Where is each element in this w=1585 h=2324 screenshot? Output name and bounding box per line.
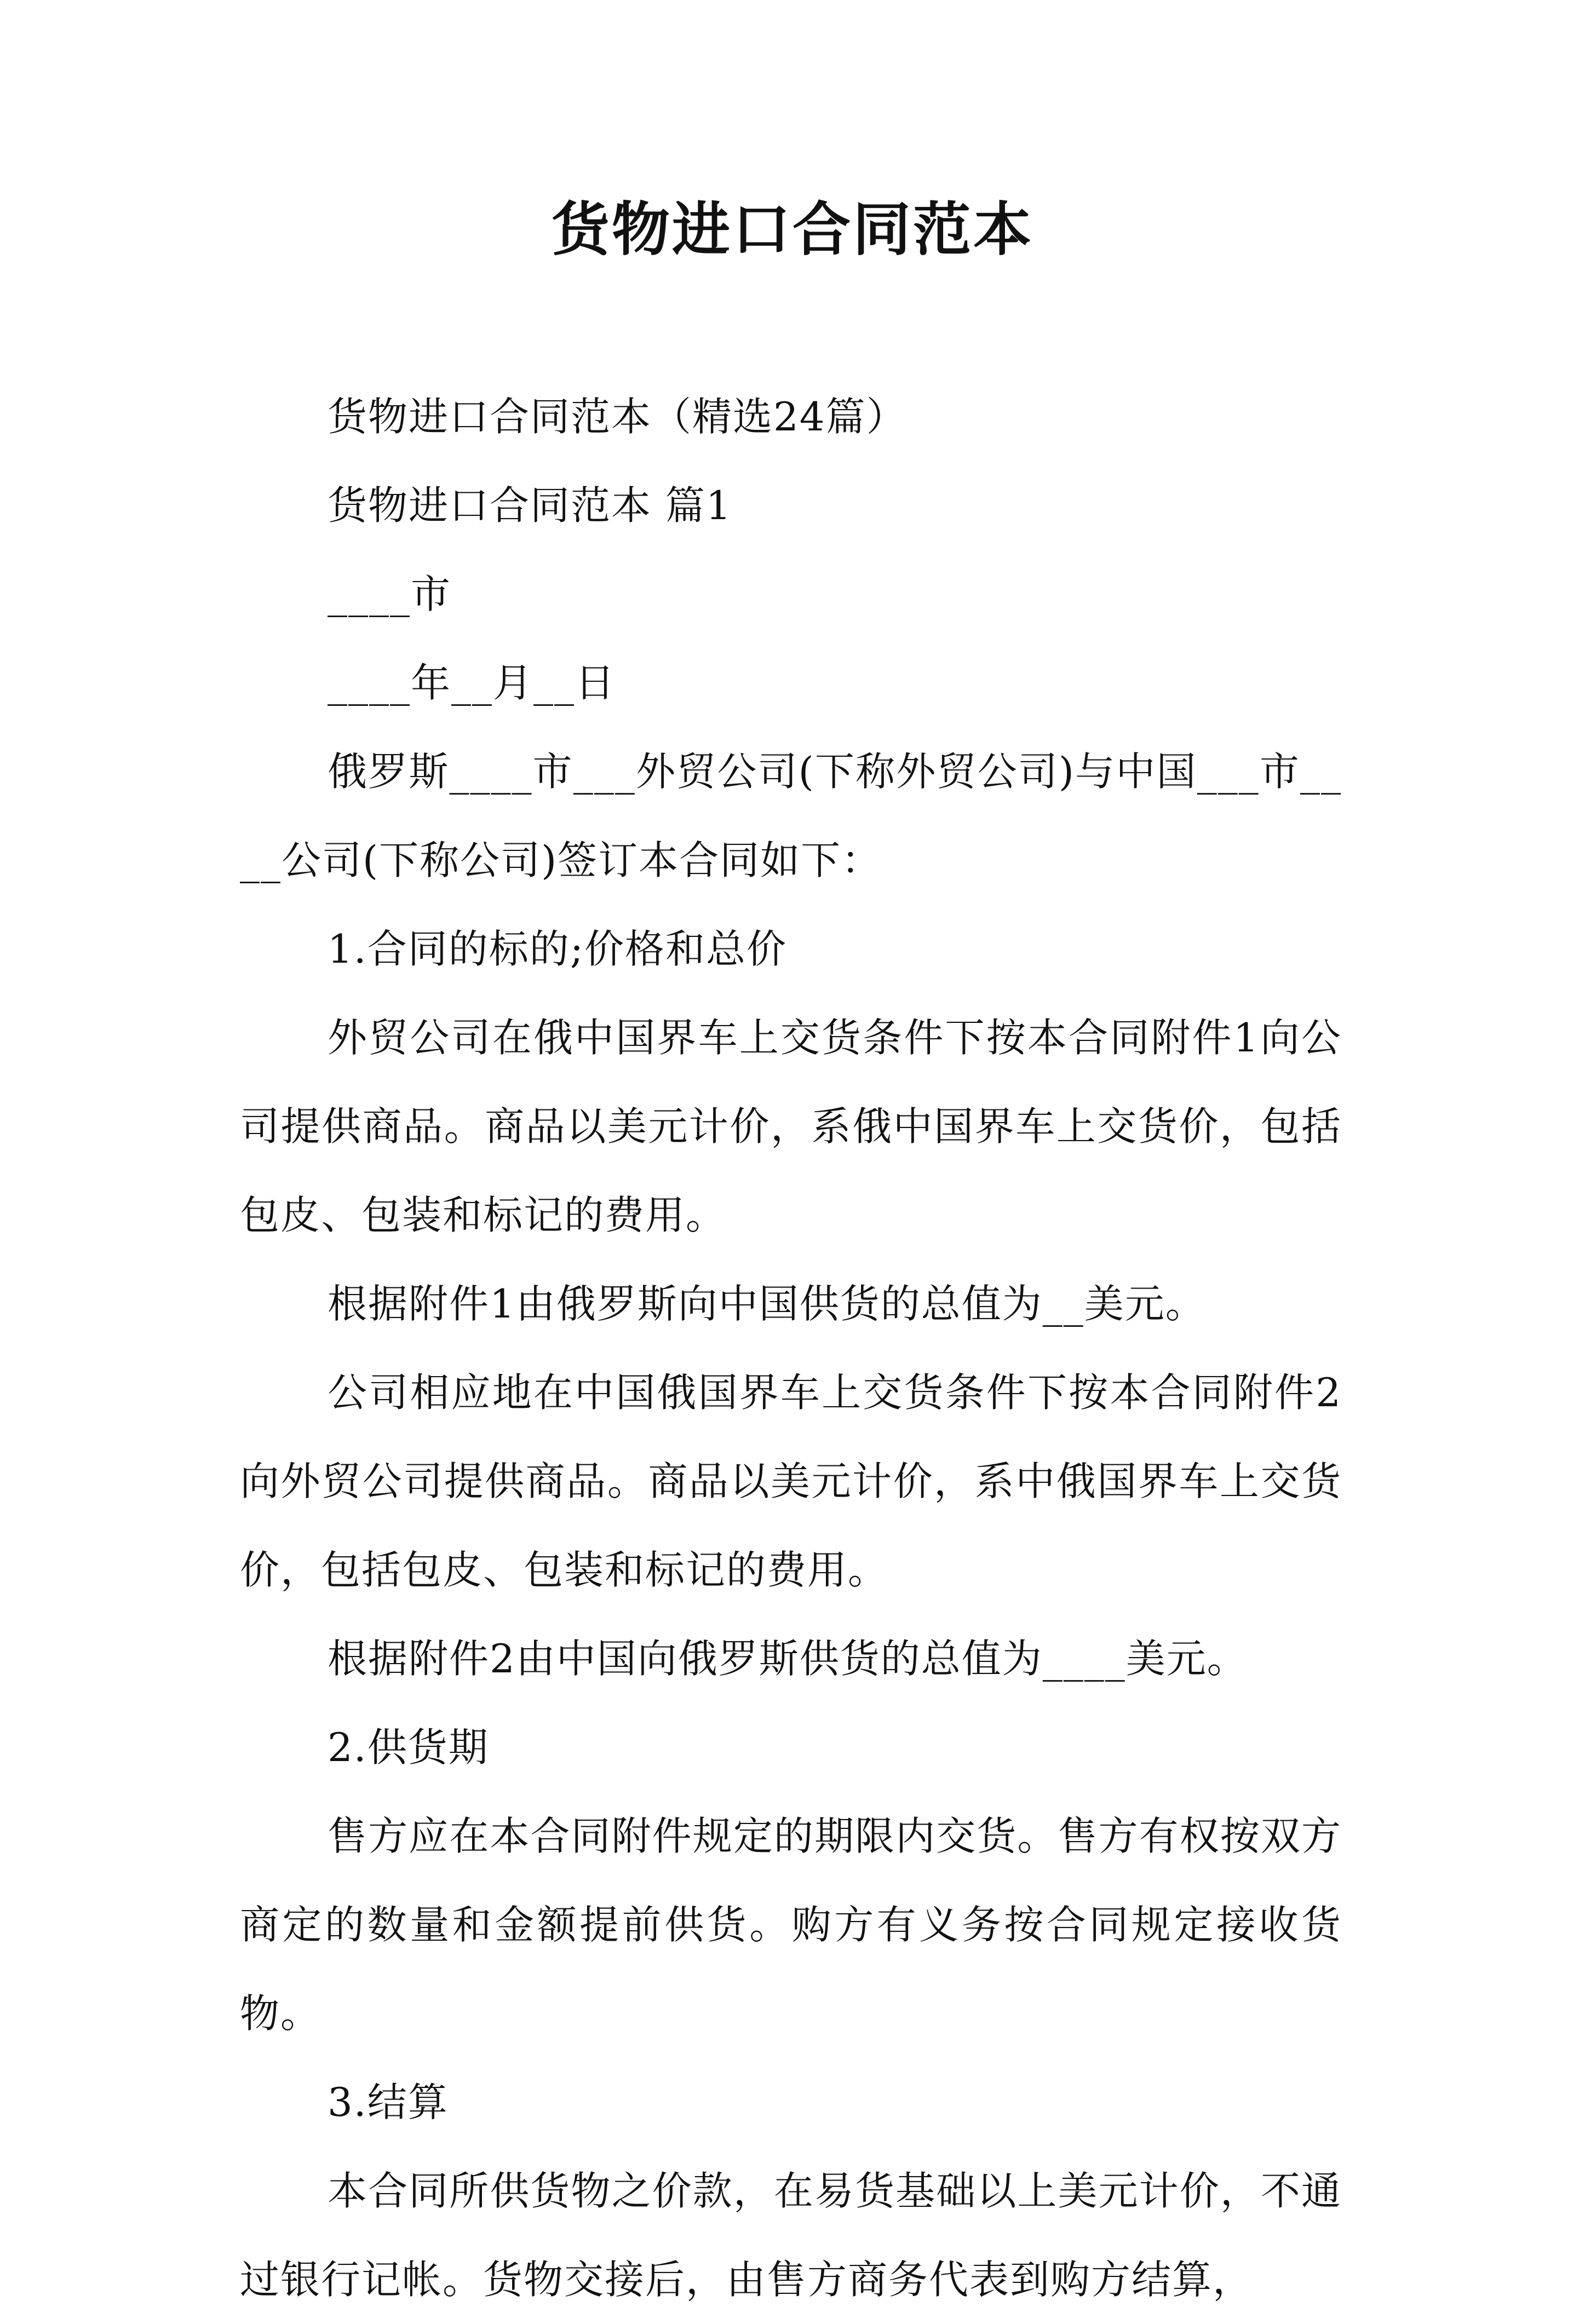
- paragraph-section-heading: 货物进口合同范本 篇1: [328, 482, 732, 528]
- clause-1-text-b: 根据附件1由俄罗斯向中国供货的总值为__美元。: [328, 1281, 1206, 1327]
- clause-1-text-a: 外贸公司在俄中国界车上交货条件下按本合同附件1向公司提供商品。商品以美元计价，系俄中国界车上交货价，包括包皮、包装和标记的费用。: [240, 1015, 1342, 1238]
- paragraph-subtitle: 货物进口合同范本（精选24篇）: [328, 394, 907, 440]
- document-title: 货物进口合同范本: [552, 195, 1033, 263]
- clause-1-text-c: 公司相应地在中国俄国界车上交货条件下按本合同附件2向外贸公司提供商品。商品以美元计价，系中俄国界车上交货价，包括包皮、包装和标记的费用。: [240, 1370, 1342, 1593]
- clause-2-text: 售方应在本合同附件规定的期限内交货。售方有权按双方商定的数量和金额提前供货。购方有义务按合同规定接收货物。: [240, 1813, 1342, 2037]
- clause-3-heading: 3.结算: [328, 2079, 449, 2125]
- clause-1-text-d: 根据附件2由中国向俄罗斯供货的总值为____美元。: [328, 1636, 1248, 1682]
- paragraph-parties: 俄罗斯____市___外贸公司(下称外贸公司)与中国___市____公司(下称公司)签订本合同如下：: [240, 749, 1342, 883]
- paragraph-date-blank: ____年__月__日: [328, 660, 616, 706]
- paragraph-city-blank: ____市: [328, 571, 452, 617]
- clause-1-heading: 1.合同的标的;价格和总价: [328, 926, 787, 972]
- clause-2-heading: 2.供货期: [328, 1724, 489, 1770]
- clause-3-text: 本合同所供货物之价款，在易货基础以上美元计价，不通过银行记帐。货物交接后，由售方商务代表到购方结算，: [240, 2168, 1342, 2303]
- document-body: [240, 372, 1342, 2324]
